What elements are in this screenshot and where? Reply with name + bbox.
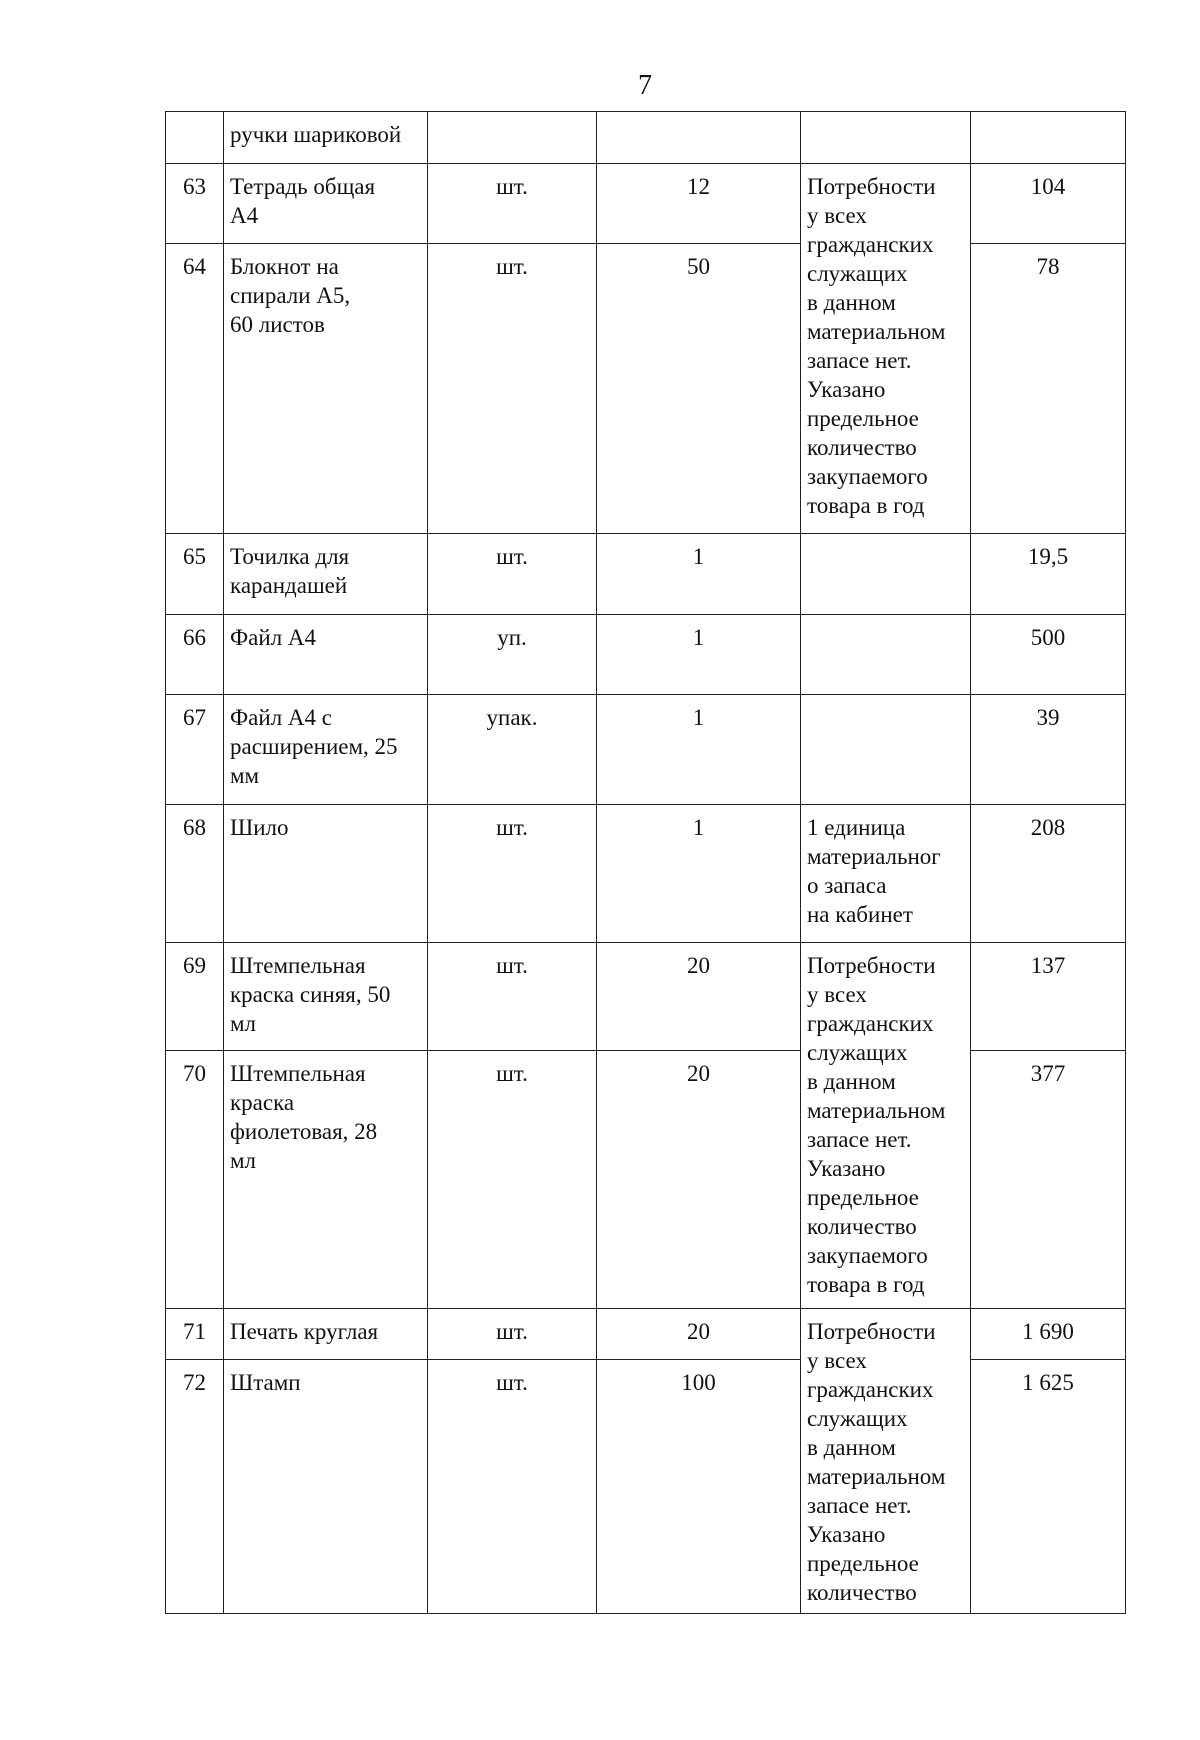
price: 78: [971, 244, 1126, 534]
row-number: 66: [166, 615, 224, 695]
quantity: 20: [597, 1051, 801, 1309]
note: Потребности у всех гражданских служащих в данном материальном запасе нет. Указано предельное количество: [801, 1309, 971, 1614]
supplies-table: [165, 111, 1126, 1614]
row-number: 72: [166, 1360, 224, 1614]
note: Потребности у всех гражданских служащих в данном материальном запасе нет. Указано предельное количество закупаемого товара в год: [801, 943, 971, 1309]
quantity: 1: [597, 534, 801, 615]
row-number: 68: [166, 805, 224, 943]
row-number: 65: [166, 534, 224, 615]
table-row: [166, 615, 1126, 695]
item-name: Штемпельная краска синяя, 50 мл: [224, 943, 428, 1051]
page-number: 7: [638, 70, 652, 101]
unit: упак.: [428, 695, 597, 805]
item-name: Тетрадь общая А4: [224, 164, 428, 244]
row-number: 67: [166, 695, 224, 805]
table-row: [166, 1360, 1126, 1614]
note: 1 единица материальног о запаса на кабинет: [801, 805, 971, 943]
price: 19,5: [971, 534, 1126, 615]
table-row: [166, 1051, 1126, 1309]
price: 137: [971, 943, 1126, 1051]
row-number: 71: [166, 1309, 224, 1360]
quantity: 1: [597, 615, 801, 695]
table-row: [166, 943, 1126, 1051]
price: 1 625: [971, 1360, 1126, 1614]
table-row: [166, 244, 1126, 534]
row-number: 64: [166, 244, 224, 534]
item-name: Файл А4 с расширением, 25 мм: [224, 695, 428, 805]
note: [801, 695, 971, 805]
item-name: Точилка для карандашей: [224, 534, 428, 615]
quantity: 20: [597, 943, 801, 1051]
quantity: 12: [597, 164, 801, 244]
row-number: [166, 112, 224, 164]
quantity: 100: [597, 1360, 801, 1614]
table-row: [166, 805, 1126, 943]
price: 500: [971, 615, 1126, 695]
item-name: ручки шариковой: [224, 112, 428, 164]
row-number: 63: [166, 164, 224, 244]
price: [971, 112, 1126, 164]
table-row: [166, 695, 1126, 805]
unit: шт.: [428, 805, 597, 943]
item-name: Штамп: [224, 1360, 428, 1614]
price: 208: [971, 805, 1126, 943]
note: [801, 534, 971, 615]
table-row: [166, 164, 1126, 244]
quantity: 20: [597, 1309, 801, 1360]
item-name: Файл А4: [224, 615, 428, 695]
unit: шт.: [428, 534, 597, 615]
table-row: [166, 112, 1126, 164]
row-number: 70: [166, 1051, 224, 1309]
quantity: 50: [597, 244, 801, 534]
table-row: [166, 1309, 1126, 1360]
unit: шт.: [428, 1051, 597, 1309]
unit: шт.: [428, 1309, 597, 1360]
quantity: 1: [597, 805, 801, 943]
quantity: 1: [597, 695, 801, 805]
unit: [428, 112, 597, 164]
unit: шт.: [428, 943, 597, 1051]
note: Потребности у всех гражданских служащих в данном материальном запасе нет. Указано предельное количество закупаемого товара в год: [801, 164, 971, 534]
price: 377: [971, 1051, 1126, 1309]
price: 39: [971, 695, 1126, 805]
item-name: Печать круглая: [224, 1309, 428, 1360]
quantity: [597, 112, 801, 164]
note: [801, 112, 971, 164]
item-name: Шило: [224, 805, 428, 943]
table-row: [166, 534, 1126, 615]
note: [801, 615, 971, 695]
unit: уп.: [428, 615, 597, 695]
item-name: Блокнот на спирали А5, 60 листов: [224, 244, 428, 534]
unit: шт.: [428, 1360, 597, 1614]
price: 1 690: [971, 1309, 1126, 1360]
unit: шт.: [428, 244, 597, 534]
item-name: Штемпельная краска фиолетовая, 28 мл: [224, 1051, 428, 1309]
unit: шт.: [428, 164, 597, 244]
price: 104: [971, 164, 1126, 244]
row-number: 69: [166, 943, 224, 1051]
